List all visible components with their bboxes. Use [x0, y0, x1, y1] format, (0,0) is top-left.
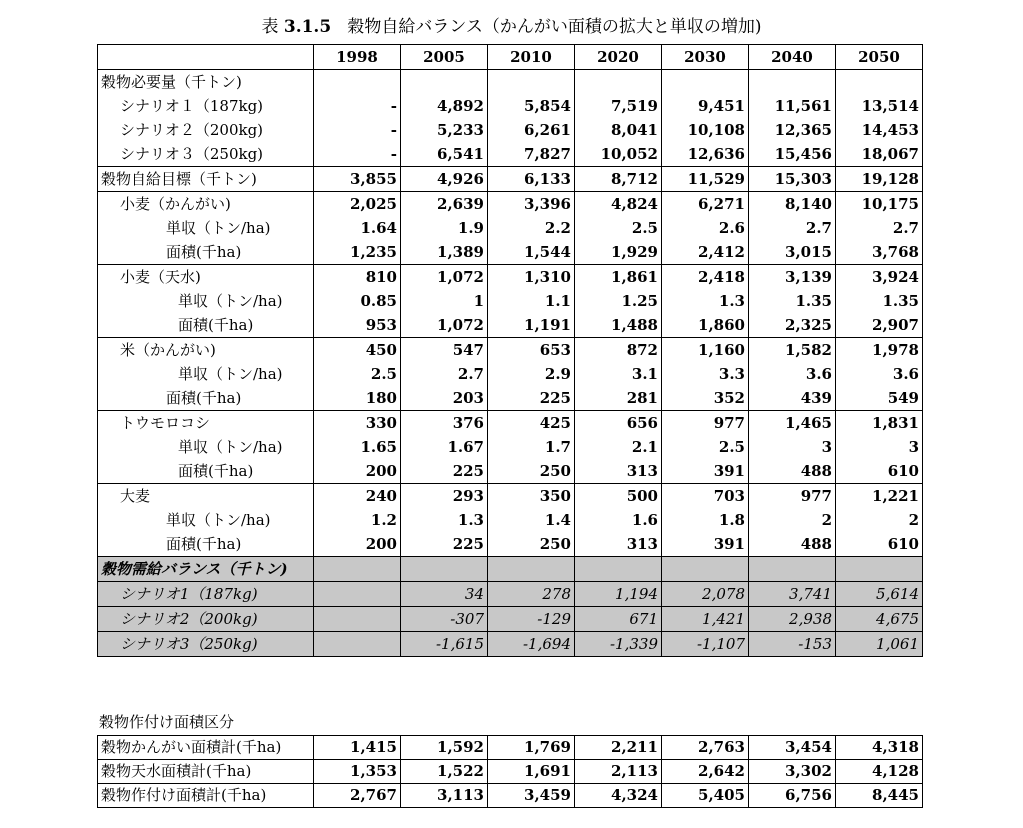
cell-value: -: [314, 94, 401, 118]
cell-value: 10,052: [575, 142, 662, 167]
cell-value: -: [314, 118, 401, 142]
cell-value: [836, 70, 923, 95]
cell-value: 225: [401, 532, 488, 557]
cell-value: [488, 70, 575, 95]
cell-value: 3,741: [749, 582, 836, 607]
cell-value: 1,861: [575, 265, 662, 290]
cell-value: 2,938: [749, 607, 836, 632]
cell-value: 34: [401, 582, 488, 607]
cell-value: 1,353: [314, 760, 401, 784]
cell-value: 12,365: [749, 118, 836, 142]
cell-value: 549: [836, 386, 923, 411]
title-prefix: 表: [261, 17, 279, 37]
cell-value: 1,235: [314, 240, 401, 265]
row-label: 大麦: [98, 484, 314, 509]
cell-value: 5,405: [662, 784, 749, 808]
cell-value: 3,396: [488, 192, 575, 217]
cell-value: 8,041: [575, 118, 662, 142]
row-label: 面積(千ha): [98, 313, 314, 338]
cell-value: 3,302: [749, 760, 836, 784]
balance-label: 穀物需給バランス（千トン): [98, 557, 314, 582]
cell-value: 1,061: [836, 632, 923, 657]
cell-value: 19,128: [836, 167, 923, 192]
cell-value: 313: [575, 532, 662, 557]
cell-value: 11,561: [749, 94, 836, 118]
cell-value: 703: [662, 484, 749, 509]
planting-area-table: [97, 735, 923, 808]
cell-value: 250: [488, 532, 575, 557]
cell-value: 1,310: [488, 265, 575, 290]
row-label: 面積(千ha): [98, 386, 314, 411]
cell-value: -1,339: [575, 632, 662, 657]
table-row: [98, 289, 923, 313]
cell-value: 1.64: [314, 216, 401, 240]
cell-value: 1.3: [401, 508, 488, 532]
table-row: [98, 508, 923, 532]
cell-value: 3,768: [836, 240, 923, 265]
cell-value: 8,445: [836, 784, 923, 808]
year-header: 2040: [749, 45, 836, 70]
cell-value: 225: [401, 459, 488, 484]
cell-value: -1,694: [488, 632, 575, 657]
area-row: [98, 760, 923, 784]
table-row: [98, 192, 923, 217]
cell-value: 7,827: [488, 142, 575, 167]
cell-value: 2,639: [401, 192, 488, 217]
cell-value: 3: [836, 435, 923, 459]
cell-value: 3,924: [836, 265, 923, 290]
cell-value: 1.67: [401, 435, 488, 459]
cell-value: 350: [488, 484, 575, 509]
year-header: 2010: [488, 45, 575, 70]
cell-value: 4,892: [401, 94, 488, 118]
cell-value: 4,324: [575, 784, 662, 808]
cell-value: [314, 582, 401, 607]
cell-value: -1,615: [401, 632, 488, 657]
cell-value: 3,855: [314, 167, 401, 192]
cell-value: [401, 70, 488, 95]
cell-value: 3,459: [488, 784, 575, 808]
table-row: [98, 435, 923, 459]
cell-value: 1,522: [401, 760, 488, 784]
cell-value: 8,140: [749, 192, 836, 217]
cell-value: 1,929: [575, 240, 662, 265]
cell-value: [662, 70, 749, 95]
cell-value: 1.9: [401, 216, 488, 240]
row-label: シナリオ2（200kg): [98, 607, 314, 632]
cell-value: 203: [401, 386, 488, 411]
cell-value: 2,113: [575, 760, 662, 784]
cell-value: 1.65: [314, 435, 401, 459]
title-number: 3.1.5: [283, 17, 332, 37]
cell-value: 3,015: [749, 240, 836, 265]
table-row: [98, 118, 923, 142]
table-row: [98, 484, 923, 509]
cell-value: 977: [749, 484, 836, 509]
cell-value: 6,756: [749, 784, 836, 808]
table-row: [98, 459, 923, 484]
cell-value: 2.1: [575, 435, 662, 459]
table-row: [98, 142, 923, 167]
cell-value: 977: [662, 411, 749, 436]
cell-value: 2.5: [314, 362, 401, 386]
balance-row: [98, 607, 923, 632]
cell-value: 4,675: [836, 607, 923, 632]
cell-value: 391: [662, 532, 749, 557]
cell-value: 5,614: [836, 582, 923, 607]
row-label: 面積(千ha): [98, 532, 314, 557]
cell-value: 2,418: [662, 265, 749, 290]
cell-value: 2,412: [662, 240, 749, 265]
cell-value: 3.6: [749, 362, 836, 386]
cell-value: 1,860: [662, 313, 749, 338]
table-row: [98, 265, 923, 290]
year-header: 2005: [401, 45, 488, 70]
cell-value: 9,451: [662, 94, 749, 118]
cell-value: 1,978: [836, 338, 923, 363]
cell-value: 1.35: [836, 289, 923, 313]
row-label: 単収（トン/ha): [98, 289, 314, 313]
cell-value: 250: [488, 459, 575, 484]
table-row: [98, 338, 923, 363]
cell-value: 4,318: [836, 736, 923, 760]
cell-value: 1,221: [836, 484, 923, 509]
cell-value: 1,421: [662, 607, 749, 632]
cell-value: 14,453: [836, 118, 923, 142]
cell-value: 7,519: [575, 94, 662, 118]
row-label: シナリオ２（200kg): [98, 118, 314, 142]
balance-header-row: [98, 557, 923, 582]
cell-value: 1,544: [488, 240, 575, 265]
cell-value: 3: [749, 435, 836, 459]
cell-value: 3,454: [749, 736, 836, 760]
row-label: シナリオ3（250kg): [98, 632, 314, 657]
cell-value: 425: [488, 411, 575, 436]
cell-value: 2.5: [575, 216, 662, 240]
cell-value: -307: [401, 607, 488, 632]
cell-value: 4,926: [401, 167, 488, 192]
cell-value: 1: [401, 289, 488, 313]
row-label: 面積(千ha): [98, 240, 314, 265]
cell-value: -1,107: [662, 632, 749, 657]
cell-value: 12,636: [662, 142, 749, 167]
cell-value: 2.5: [662, 435, 749, 459]
table-row: [98, 386, 923, 411]
header-corner: [98, 45, 314, 70]
cell-value: 2.9: [488, 362, 575, 386]
row-label: 面積(千ha): [98, 459, 314, 484]
cell-value: 1.4: [488, 508, 575, 532]
cell-value: 2,763: [662, 736, 749, 760]
cell-empty: [488, 557, 575, 582]
cell-value: 6,271: [662, 192, 749, 217]
cell-value: 1,415: [314, 736, 401, 760]
cell-value: 1,465: [749, 411, 836, 436]
cell-value: 3.1: [575, 362, 662, 386]
cell-value: [314, 632, 401, 657]
cell-value: 1,072: [401, 313, 488, 338]
row-label: シナリオ１（187kg): [98, 94, 314, 118]
cell-value: 5,854: [488, 94, 575, 118]
area-row: [98, 736, 923, 760]
cell-value: 2.6: [662, 216, 749, 240]
cell-value: 1.1: [488, 289, 575, 313]
cell-value: 488: [749, 532, 836, 557]
cell-value: 1.2: [314, 508, 401, 532]
cell-value: 2,642: [662, 760, 749, 784]
cell-value: 2.7: [749, 216, 836, 240]
cell-value: 3,113: [401, 784, 488, 808]
cell-value: [575, 70, 662, 95]
table-row: [98, 216, 923, 240]
cell-value: 653: [488, 338, 575, 363]
cell-value: 810: [314, 265, 401, 290]
row-label: 単収（トン/ha): [98, 216, 314, 240]
table-row: [98, 240, 923, 265]
cell-value: 281: [575, 386, 662, 411]
cell-empty: [836, 557, 923, 582]
cell-empty: [662, 557, 749, 582]
cell-value: 1,072: [401, 265, 488, 290]
cell-value: 2.7: [836, 216, 923, 240]
cell-value: 180: [314, 386, 401, 411]
cell-empty: [314, 557, 401, 582]
cell-value: 18,067: [836, 142, 923, 167]
cell-value: -: [314, 142, 401, 167]
cell-value: 3.3: [662, 362, 749, 386]
cell-value: 2,211: [575, 736, 662, 760]
cell-value: 671: [575, 607, 662, 632]
cell-value: 450: [314, 338, 401, 363]
cell-value: 610: [836, 459, 923, 484]
year-header: 2020: [575, 45, 662, 70]
cell-value: 15,303: [749, 167, 836, 192]
cell-value: 1,691: [488, 760, 575, 784]
table-row: [98, 313, 923, 338]
cell-value: 5,233: [401, 118, 488, 142]
cell-value: 4,824: [575, 192, 662, 217]
cell-value: 2: [836, 508, 923, 532]
cell-value: 10,108: [662, 118, 749, 142]
cell-value: 1,389: [401, 240, 488, 265]
cell-value: 2.2: [488, 216, 575, 240]
row-label: シナリオ３（250kg): [98, 142, 314, 167]
cell-value: 500: [575, 484, 662, 509]
cell-value: 3.6: [836, 362, 923, 386]
table-title: [0, 12, 1023, 37]
table-row: [98, 94, 923, 118]
cell-value: 225: [488, 386, 575, 411]
cell-value: 11,529: [662, 167, 749, 192]
cell-value: 1,191: [488, 313, 575, 338]
grain-balance-table: [97, 44, 923, 657]
row-label: 穀物作付け面積計(千ha): [98, 784, 314, 808]
cell-value: 278: [488, 582, 575, 607]
cell-value: 1.7: [488, 435, 575, 459]
cell-value: 1.8: [662, 508, 749, 532]
cell-value: 2,025: [314, 192, 401, 217]
cell-value: 200: [314, 532, 401, 557]
table-row: [98, 70, 923, 95]
cell-value: 656: [575, 411, 662, 436]
table-row: [98, 411, 923, 436]
cell-value: 1,582: [749, 338, 836, 363]
cell-value: 1,592: [401, 736, 488, 760]
cell-value: 1.3: [662, 289, 749, 313]
cell-value: 240: [314, 484, 401, 509]
row-label: 単収（トン/ha): [98, 435, 314, 459]
cell-value: 376: [401, 411, 488, 436]
title-text: 穀物自給バランス（かんがい面積の拡大と単収の増加): [347, 17, 762, 37]
cell-value: 1.6: [575, 508, 662, 532]
cell-value: 8,712: [575, 167, 662, 192]
cell-value: 547: [401, 338, 488, 363]
cell-value: 1,769: [488, 736, 575, 760]
cell-value: 6,133: [488, 167, 575, 192]
cell-value: 0.85: [314, 289, 401, 313]
cell-value: 2: [749, 508, 836, 532]
row-label: 小麦（かんがい): [98, 192, 314, 217]
cell-value: 439: [749, 386, 836, 411]
row-label: 単収（トン/ha): [98, 508, 314, 532]
row-label: 穀物かんがい面積計(千ha): [98, 736, 314, 760]
year-header: 2050: [836, 45, 923, 70]
area-row: [98, 784, 923, 808]
row-label: シナリオ1（187kg): [98, 582, 314, 607]
balance-row: [98, 582, 923, 607]
cell-value: 313: [575, 459, 662, 484]
cell-value: 10,175: [836, 192, 923, 217]
cell-value: 488: [749, 459, 836, 484]
cell-value: 6,261: [488, 118, 575, 142]
cell-value: 1.35: [749, 289, 836, 313]
cell-value: 4,128: [836, 760, 923, 784]
cell-value: 610: [836, 532, 923, 557]
cell-empty: [575, 557, 662, 582]
cell-value: 2,767: [314, 784, 401, 808]
cell-value: -129: [488, 607, 575, 632]
row-label: 単収（トン/ha): [98, 362, 314, 386]
table-row: [98, 362, 923, 386]
cell-value: 953: [314, 313, 401, 338]
cell-value: 1,194: [575, 582, 662, 607]
section2-label: 穀物作付け面積区分: [99, 713, 235, 731]
cell-empty: [749, 557, 836, 582]
cell-value: 2.7: [401, 362, 488, 386]
cell-empty: [401, 557, 488, 582]
cell-value: 293: [401, 484, 488, 509]
cell-value: 1,488: [575, 313, 662, 338]
row-label: トウモロコシ: [98, 411, 314, 436]
cell-value: 352: [662, 386, 749, 411]
cell-value: 1.25: [575, 289, 662, 313]
cell-value: 2,907: [836, 313, 923, 338]
cell-value: 15,456: [749, 142, 836, 167]
cell-value: [314, 70, 401, 95]
cell-value: 13,514: [836, 94, 923, 118]
row-label: 穀物自給目標（千トン): [98, 167, 314, 192]
cell-value: 391: [662, 459, 749, 484]
row-label: 小麦（天水): [98, 265, 314, 290]
cell-value: [314, 607, 401, 632]
cell-value: 3,139: [749, 265, 836, 290]
cell-value: 200: [314, 459, 401, 484]
row-label: 穀物天水面積計(千ha): [98, 760, 314, 784]
year-header: 1998: [314, 45, 401, 70]
cell-value: 1,160: [662, 338, 749, 363]
header-row: [98, 45, 923, 70]
cell-value: 2,078: [662, 582, 749, 607]
year-header: 2030: [662, 45, 749, 70]
row-label: 米（かんがい): [98, 338, 314, 363]
cell-value: 1,831: [836, 411, 923, 436]
cell-value: 872: [575, 338, 662, 363]
cell-value: 6,541: [401, 142, 488, 167]
balance-row: [98, 632, 923, 657]
cell-value: -153: [749, 632, 836, 657]
row-label: 穀物必要量（千トン): [98, 70, 314, 95]
cell-value: 2,325: [749, 313, 836, 338]
cell-value: [749, 70, 836, 95]
cell-value: 330: [314, 411, 401, 436]
table-row: [98, 167, 923, 192]
table-row: [98, 532, 923, 557]
